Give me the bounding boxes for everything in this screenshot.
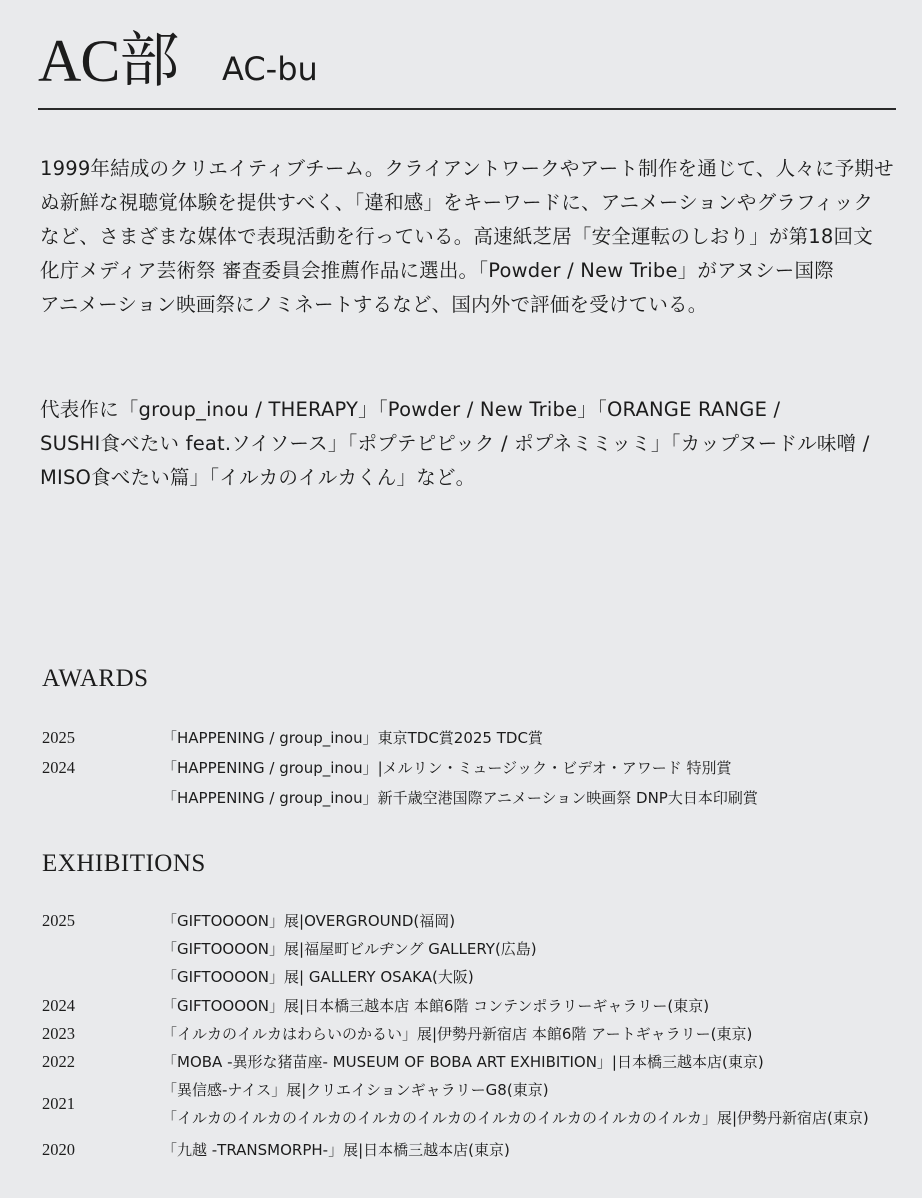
exhibition-text: 「イルカのイルカのイルカのイルカのイルカのイルカのイルカのイルカのイルカ」展|伊勢丹新宿店(東京) — [162, 1109, 869, 1127]
award-year: 2024 — [42, 758, 75, 777]
exhibition-year: 2025 — [42, 911, 75, 930]
exhibition-text: 「九越 -TRANSMORPH-」展|日本橋三越本店(東京) — [162, 1141, 510, 1159]
exhibition-year: 2020 — [42, 1140, 75, 1159]
award-text: 「HAPPENING / group_inou」東京TDC賞2025 TDC賞 — [162, 729, 543, 747]
works-line: SUSHI食べたい feat.ソイソース」「ポプテピピック / ポプネミミッミ」「カップヌードル味噌 / — [40, 432, 870, 455]
exhibition-year: 2023 — [42, 1024, 75, 1043]
exhibitions-heading: EXHIBITIONS — [42, 850, 206, 877]
exhibition-text: 「GIFTOOOON」展|OVERGROUND(福岡) — [162, 912, 456, 930]
works-line: MISO食べたい篇」「イルカのイルカくん」など。 — [40, 466, 476, 489]
award-text: 「HAPPENING / group_inou」新千歳空港国際アニメーション映画祭 DNP大日本印刷賞 — [162, 789, 758, 807]
award-text: 「HAPPENING / group_inou」|メルリン・ミュージック・ビデオ・アワード 特別賞 — [162, 759, 732, 777]
exhibition-text: 「GIFTOOOON」展|福屋町ビルヂング GALLERY(広島) — [162, 940, 537, 958]
exhibition-text: 「イルカのイルカはわらいのかるい」展|伊勢丹新宿店 本館6階 アートギャラリー(東京) — [162, 1025, 753, 1043]
intro-line: など、さまざまな媒体で表現活動を行っている。高速紙芝居「安全運転のしおり」が第18回文 — [40, 225, 873, 248]
page-title: AC部 — [38, 28, 179, 94]
exhibition-year: 2024 — [42, 996, 75, 1015]
intro-line: ぬ新鮮な視聴覚体験を提供すべく、「違和感」をキーワードに、アニメーションやグラフィック — [40, 191, 874, 214]
exhibition-year: 2021 — [42, 1094, 75, 1113]
works-paragraph — [40, 393, 896, 495]
intro-paragraph — [40, 152, 896, 322]
works-line: 代表作に「group_inou / THERAPY」「Powder / New Tribe」「ORANGE RANGE / — [40, 398, 781, 421]
awards-heading: AWARDS — [42, 665, 149, 692]
intro-line: 1999年結成のクリエイティブチーム。クライアントワークやアート制作を通じて、人々に予期せ — [40, 157, 894, 180]
exhibition-text: 「GIFTOOOON」展| GALLERY OSAKA(大阪) — [162, 968, 474, 986]
intro-line: 化庁メディア芸術祭 審査委員会推薦作品に選出。「Powder / New Tribe」がアヌシー国際 — [40, 259, 834, 282]
award-year: 2025 — [42, 728, 75, 747]
exhibition-year: 2022 — [42, 1052, 75, 1071]
exhibition-text: 「MOBA -異形な猪苗座- MUSEUM OF BOBA ART EXHIBITION」|日本橋三越本店(東京) — [162, 1053, 764, 1071]
exhibition-text: 「GIFTOOOON」展|日本橋三越本店 本館6階 コンテンポラリーギャラリー(東京) — [162, 997, 710, 1015]
exhibition-text: 「異信感-ナイス」展|クリエイションギャラリーG8(東京) — [162, 1081, 549, 1099]
page-header — [38, 22, 896, 110]
page-subtitle: AC-bu — [222, 50, 318, 88]
intro-line: アニメーション映画祭にノミネートするなど、国内外で評価を受けている。 — [40, 293, 708, 316]
